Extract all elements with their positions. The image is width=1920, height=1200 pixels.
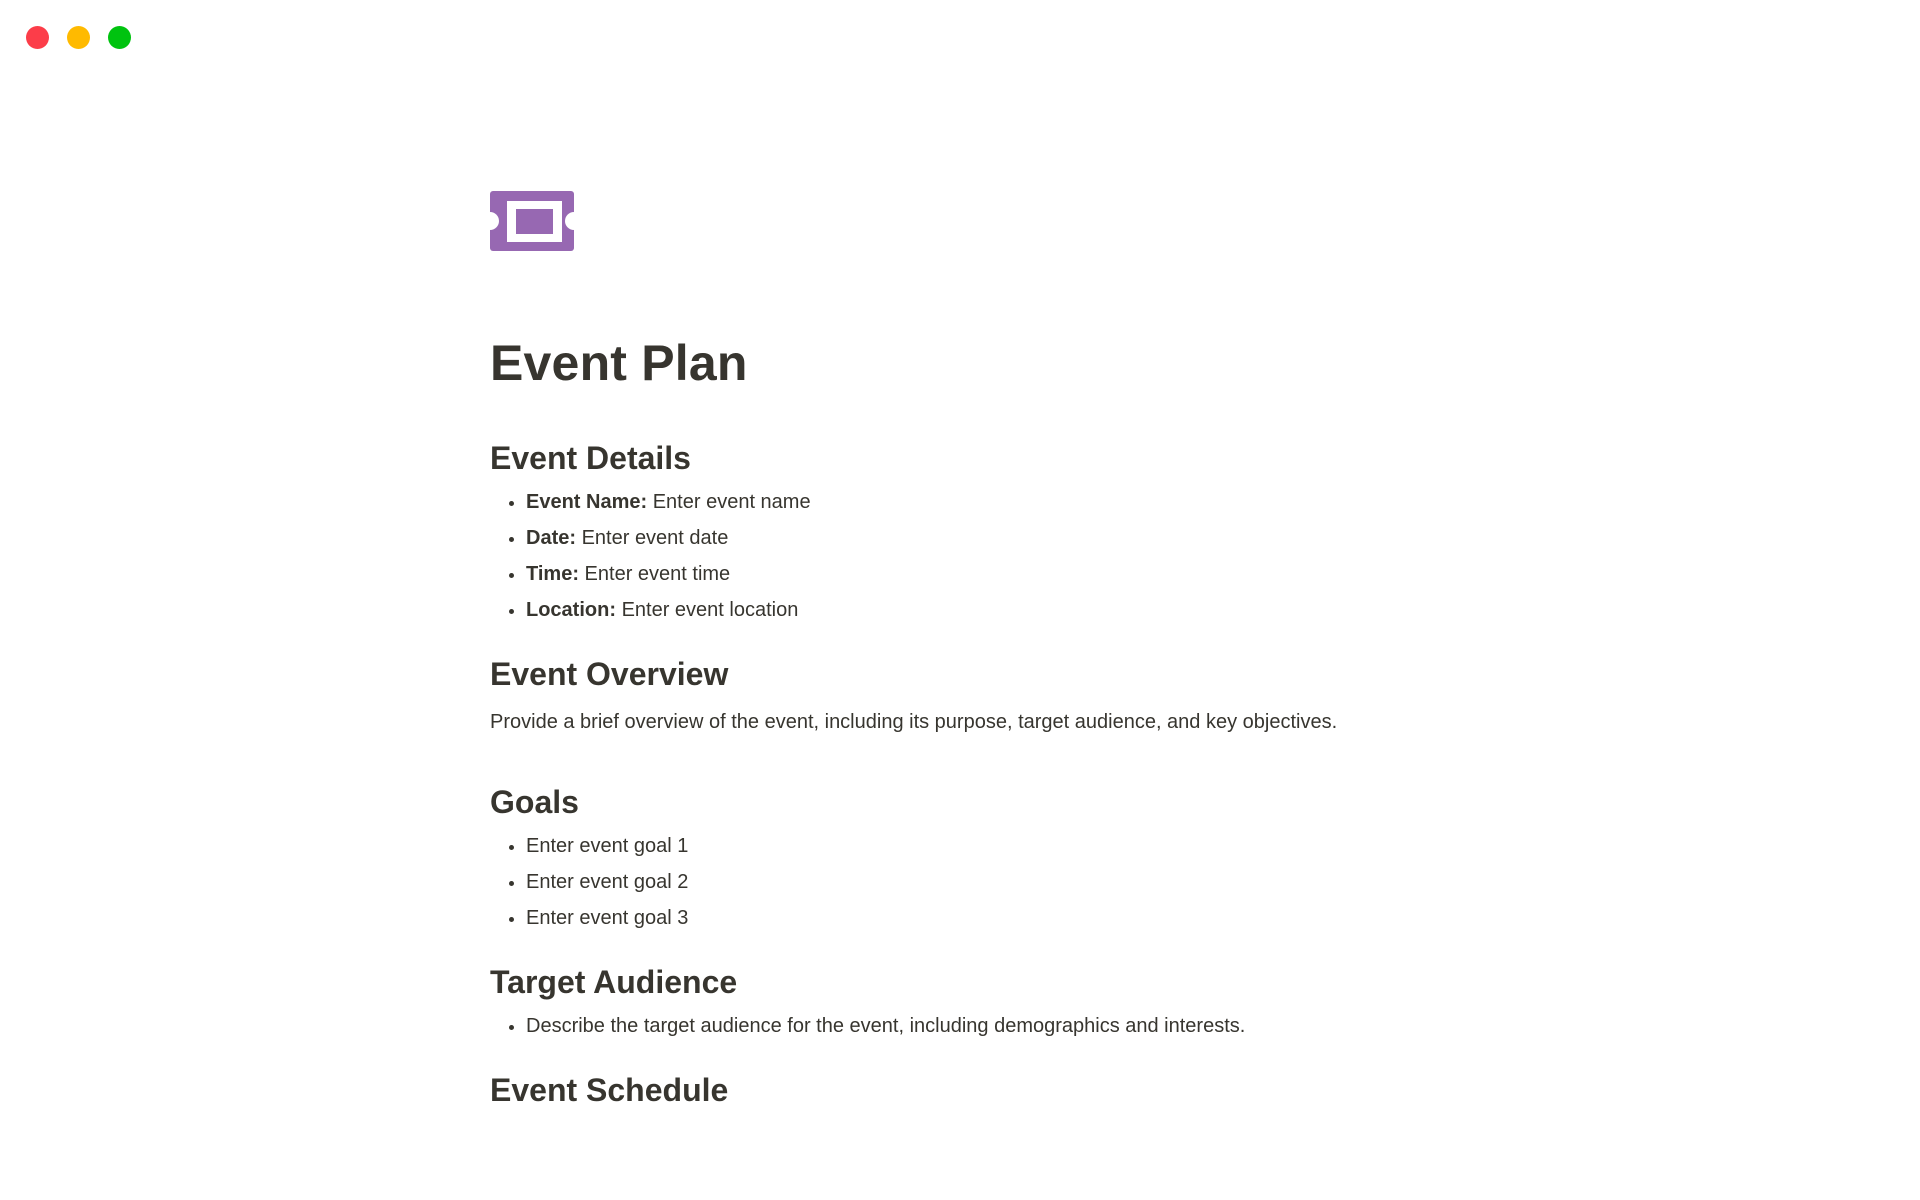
section-heading-event-schedule[interactable]: Event Schedule xyxy=(490,1072,729,1108)
goals-list xyxy=(490,831,1430,933)
list-item[interactable] xyxy=(526,487,1430,517)
section-heading-target-audience[interactable]: Target Audience xyxy=(490,964,738,1000)
list-item-text: Enter event name xyxy=(652,491,811,513)
list-item-text: Enter event goal 1 xyxy=(526,835,689,857)
ticket-icon[interactable] xyxy=(490,191,574,251)
list-item[interactable] xyxy=(526,1011,1430,1041)
list-item[interactable] xyxy=(526,867,1430,897)
event-details-list xyxy=(490,487,1430,625)
window-controls xyxy=(26,26,131,49)
list-item-text: Enter event date xyxy=(581,527,729,549)
list-item-label: Date: xyxy=(526,527,577,549)
section-heading-goals[interactable]: Goals xyxy=(490,784,579,820)
list-item-text: Enter event location xyxy=(621,599,799,621)
list-item-label: Location: xyxy=(526,599,616,621)
zoom-window-button[interactable] xyxy=(108,26,131,49)
list-item-text: Enter event goal 3 xyxy=(526,907,689,929)
section-heading-event-overview[interactable]: Event Overview xyxy=(490,656,729,692)
list-item[interactable] xyxy=(526,903,1430,933)
list-item-text: Enter event goal 2 xyxy=(526,871,689,893)
page-title[interactable]: Event Plan xyxy=(490,335,748,391)
target-audience-list xyxy=(490,1011,1430,1041)
list-item[interactable] xyxy=(526,831,1430,861)
list-item-text: Describe the target audience for the event, including demographics and interests. xyxy=(526,1015,1246,1037)
list-item-label: Event Name: xyxy=(526,491,648,513)
event-overview-paragraph[interactable]: Provide a brief overview of the event, including its purpose, target audience, and key objectives. xyxy=(490,711,1338,733)
list-item[interactable] xyxy=(526,559,1430,589)
document-body xyxy=(490,0,1430,1111)
minimize-window-button[interactable] xyxy=(67,26,90,49)
list-item[interactable] xyxy=(526,595,1430,625)
list-item-text: Enter event time xyxy=(584,563,731,585)
list-item-label: Time: xyxy=(526,563,579,585)
close-window-button[interactable] xyxy=(26,26,49,49)
section-heading-event-details[interactable]: Event Details xyxy=(490,440,691,476)
list-item[interactable] xyxy=(526,523,1430,553)
